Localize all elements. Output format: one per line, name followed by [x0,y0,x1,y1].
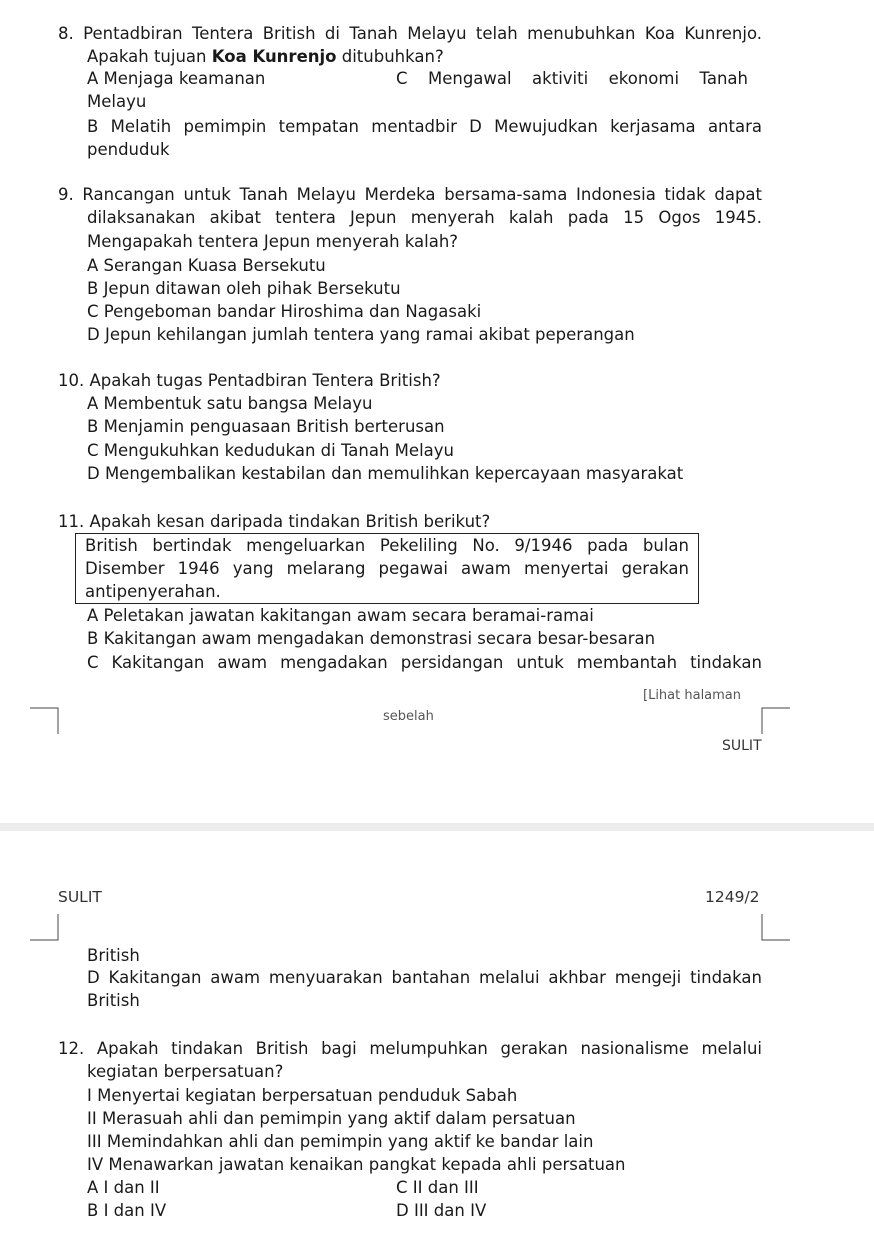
q11-stem: 11. Apakah kesan daripada tindakan British berikut? [58,512,491,531]
q8-option-d-cont: penduduk [87,140,170,159]
q11-box-line3: antipenyerahan. [85,582,221,601]
q8-option-a[interactable]: A Menjaga keamanan [87,69,266,88]
q9-stem-line3: Mengapakah tentera Jepun menyerah kalah? [87,232,459,251]
q9-stem-line1: 9. Rancangan untuk Tanah Melayu Merdeka bersama-sama Indonesia tidak dapat [58,185,762,204]
q12-option-d[interactable]: D III dan IV [396,1201,487,1220]
q10-stem: 10. Apakah tugas Pentadbiran Tentera British? [58,371,441,390]
crop-mark-bottom-right [756,700,792,736]
q12-option-c[interactable]: C II dan III [396,1178,479,1197]
q8-stem-line1: 8. Pentadbiran Tentera British di Tanah Melayu telah menubuhkan Koa Kunrenjo. [58,24,762,43]
q11-option-d-cont: British [87,991,140,1010]
q9-option-b[interactable]: B Jepun ditawan oleh pihak Bersekutu [87,279,401,298]
q8-option-c[interactable]: C Mengawal aktiviti ekonomi Tanah [396,69,748,88]
footer-sebelah: sebelah [383,709,434,724]
q12-option-a[interactable]: A I dan II [87,1178,160,1197]
q11-option-b[interactable]: B Kakitangan awam mengadakan demonstrasi secara besar-besaran [87,629,656,648]
crop-mark-top-left [30,912,66,948]
q12-statement-iv: IV Menawarkan jawatan kenaikan pangkat kepada ahli persatuan [87,1155,626,1174]
q12-stem-line1: 12. Apakah tindakan British bagi melumpuhkan gerakan nasionalisme melalui [58,1039,762,1058]
header-sulit: SULIT [58,888,102,906]
q12-statement-i: I Menyertai kegiatan berpersatuan penduduk Sabah [87,1086,518,1105]
q12-statement-iii: III Memindahkan ahli dan pemimpin yang aktif ke bandar lain [87,1132,594,1151]
footer-lihat-halaman: [Lihat halaman [643,688,742,703]
q8-option-c-cont: Melayu [87,92,147,111]
q8-koa-kunrenjo-bold: Koa Kunrenjo [211,47,337,66]
crop-mark-top-right [756,912,792,948]
q11-box-line1: British bertindak mengeluarkan Pekeliling No. 9/1946 pada bulan [85,536,689,555]
q12-stem-line2: kegiatan berpersatuan? [87,1062,284,1081]
q12-statement-ii: II Merasuah ahli dan pemimpin yang aktif dalam persatuan [87,1109,576,1128]
q8-option-b-d[interactable]: B Melatih pemimpin tempatan mentadbir D Mewujudkan kerjasama antara [87,117,762,136]
q11-box-line2: Disember 1946 yang melarang pegawai awam menyertai gerakan [85,559,689,578]
q10-option-d[interactable]: D Mengembalikan kestabilan dan memulihkan kepercayaan masyarakat [87,464,684,483]
q11-option-a[interactable]: A Peletakan jawatan kakitangan awam secara beramai-ramai [87,606,594,625]
q10-option-a[interactable]: A Membentuk satu bangsa Melayu [87,394,373,413]
q9-option-a[interactable]: A Serangan Kuasa Bersekutu [87,256,326,275]
q12-option-b[interactable]: B I dan IV [87,1201,167,1220]
q11-option-d[interactable]: D Kakitangan awam menyuarakan bantahan melalui akhbar mengeji tindakan [87,968,762,987]
q9-option-d[interactable]: D Jepun kehilangan jumlah tentera yang ramai akibat peperangan [87,325,635,344]
q9-option-c[interactable]: C Pengeboman bandar Hiroshima dan Nagasaki [87,302,482,321]
q10-option-b[interactable]: B Menjamin penguasaan British berterusan [87,417,445,436]
q11-option-c-cont: British [87,946,140,965]
footer-sulit: SULIT [722,738,762,754]
q8-stem-suffix: ditubuhkan? [336,47,444,66]
q11-option-c[interactable]: C Kakitangan awam mengadakan persidangan untuk membantah tindakan [87,653,762,672]
q9-stem-line2: dilaksanakan akibat tentera Jepun menyerah kalah pada 15 Ogos 1945. [87,208,762,227]
q8-stem-text: Apakah tujuan [87,47,212,66]
header-paper-code: 1249/2 [705,888,760,906]
page-separator [0,823,874,831]
crop-mark-bottom-left [30,700,66,736]
q8-stem-line2 [87,46,444,68]
q10-option-c[interactable]: C Mengukuhkan kedudukan di Tanah Melayu [87,441,454,460]
